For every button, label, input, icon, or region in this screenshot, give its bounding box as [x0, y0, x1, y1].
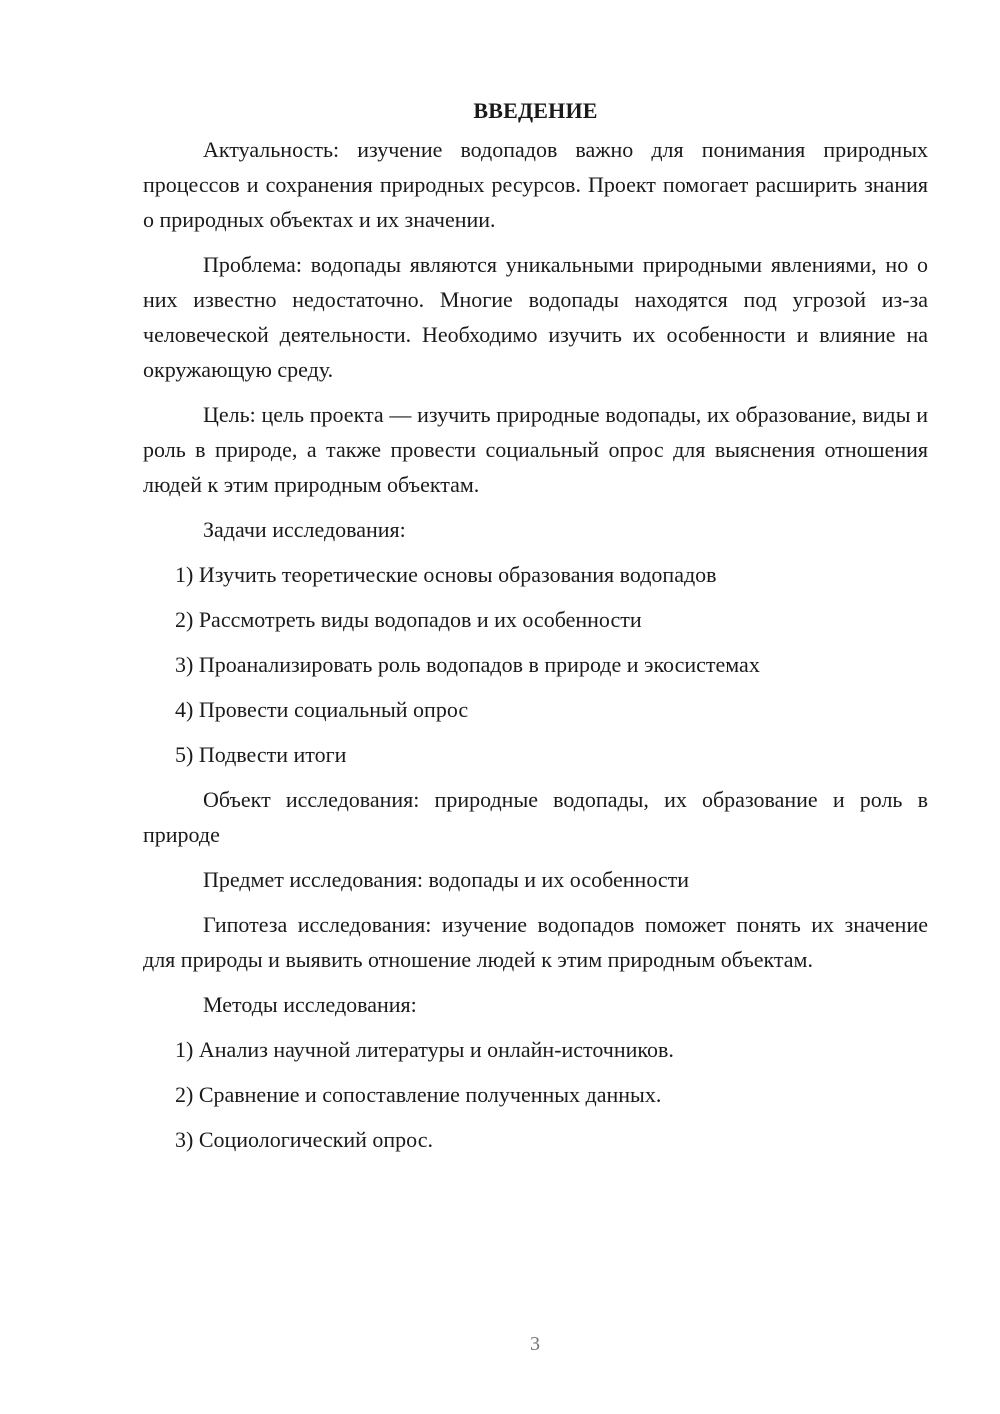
task-item: 2) Рассмотреть виды водопадов и их особенности — [175, 607, 642, 632]
goal-paragraph: Цель: цель проекта — изучить природные водопады, их образование, виды и роль в природе, а также провести социальный опрос для выяснения отношения людей к этим природным объектам. — [143, 402, 928, 497]
task-item: 3) Проанализировать роль водопадов в природе и экосистемах — [175, 652, 760, 677]
methods-title: Методы исследования: — [203, 992, 417, 1017]
problem-paragraph: Проблема: водопады являются уникальными природными явлениями, но о них известно недостаточно. Многие водопады находятся под угрозой из-за человеческой деятельности. Необходимо изучить их особенности и влияние на окружающую среду. — [143, 252, 928, 382]
tasks-title: Задачи исследования: — [203, 517, 406, 542]
method-item: 1) Анализ научной литературы и онлайн-источников. — [175, 1037, 674, 1062]
section-heading: ВВЕДЕНИЕ — [473, 98, 598, 123]
method-item: 2) Сравнение и сопоставление полученных данных. — [175, 1082, 662, 1107]
relevance-paragraph: Актуальность: изучение водопадов важно для понимания природных процессов и сохранения природных ресурсов. Проект помогает расширить знания о природных объектах и их значении. — [143, 137, 928, 232]
task-item: 5) Подвести итоги — [175, 742, 347, 767]
method-item: 3) Социологический опрос. — [175, 1127, 433, 1152]
task-item: 1) Изучить теоретические основы образования водопадов — [175, 562, 717, 587]
page-content — [143, 94, 928, 1167]
task-item: 4) Провести социальный опрос — [175, 697, 469, 722]
subject-paragraph: Предмет исследования: водопады и их особенности — [203, 867, 690, 892]
page-number: 3 — [530, 1333, 540, 1355]
hypothesis-paragraph: Гипотеза исследования: изучение водопадов поможет понять их значение для природы и выявить отношение людей к этим природным объектам. — [143, 912, 928, 972]
object-paragraph: Объект исследования: природные водопады, их образование и роль в природе — [143, 787, 928, 847]
